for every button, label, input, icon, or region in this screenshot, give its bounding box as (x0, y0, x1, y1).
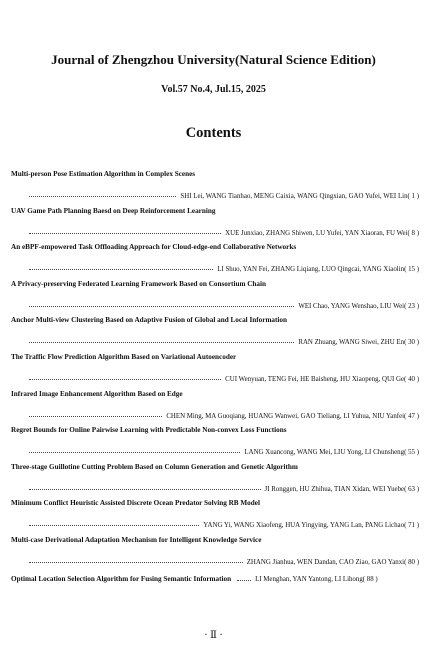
toc-entry[interactable] (11, 170, 419, 207)
toc-entry[interactable] (11, 280, 419, 317)
entry-title: An eBPF-empowered Task Offloading Approach for Cloud-edge-end Collaborative Networks (11, 243, 297, 252)
dot-leader (29, 415, 162, 417)
entry-title: Infrared Image Enhancement Algorithm Based on Edge (11, 389, 183, 398)
entry-authors: WEI Chao, YANG Wenshao, LIU Wei( 23 ) (298, 302, 419, 310)
toc-entry[interactable] (11, 353, 419, 390)
dot-leader (29, 195, 176, 197)
toc-entry[interactable] (11, 390, 419, 427)
entry-title: Regret Bounds for Online Pairwise Learning with Predictable Non-convex Loss Functions (11, 426, 287, 435)
toc-entry[interactable] (11, 316, 419, 353)
dot-leader (29, 268, 213, 270)
journal-title: Journal of Zhengzhou University(Natural Science Edition) (51, 52, 376, 67)
page-number: · Ⅱ · (204, 630, 223, 641)
entry-title: Optimal Location Selection Algorithm for Fusing Semantic Information (11, 574, 232, 583)
issue-line: Vol.57 No.4, Jul.15, 2025 (161, 84, 266, 95)
toc-entry[interactable] (11, 499, 419, 536)
toc-entry[interactable] (11, 243, 419, 280)
entry-title: A Privacy-preserving Federated Learning Framework Based on Consortium Chain (11, 279, 267, 288)
toc-entry[interactable] (11, 426, 419, 463)
dot-leader (29, 524, 199, 526)
entry-authors: RAN Zhuang, WANG Siwei, ZHU En( 30 ) (298, 339, 419, 347)
entry-authors: ZHANG Jianhua, WEN Dandan, CAO Ziao, GAO Yanxi( 80 ) (246, 558, 419, 566)
entry-title: Minimum Conflict Heuristic Assisted Discrete Ocean Predator Solving RB Model (11, 499, 260, 508)
dot-leader (29, 561, 243, 563)
entry-authors: LI Shuo, YAN Fei, ZHANG Liqiang, LUO Qingcai, YANG Xiaolin( 15 ) (217, 266, 419, 274)
entry-authors: XUE Junxiao, ZHANG Shiwen, LU Yufei, YAN Xiaoran, FU Wei( 8 ) (225, 229, 419, 237)
entry-authors: LANG Xuancong, WANG Mei, LIU Yong, LI Chunsheng( 55 ) (244, 449, 419, 457)
entry-authors: LI Menghan, YAN Yantong, LI Lihong( 88 ) (255, 575, 378, 583)
entry-authors: CUI Wenyuan, TENG Fei, HE Baisheng, HU Xiaopeng, QUI Ge( 40 ) (225, 375, 419, 383)
toc-entry[interactable] (11, 463, 419, 500)
dot-leader (237, 579, 251, 581)
toc-entry[interactable] (11, 207, 419, 244)
toc-entry[interactable] (11, 536, 419, 573)
dot-leader (29, 305, 294, 307)
toc-entry-last[interactable] (11, 573, 419, 610)
dot-leader (29, 232, 221, 234)
entry-title: The Traffic Flow Prediction Algorithm Based on Variational Autoencoder (11, 352, 237, 361)
table-of-contents (11, 170, 419, 609)
entry-title: Anchor Multi-view Clustering Based on Adaptive Fusion of Global and Local Information (11, 316, 288, 325)
entry-title: Three-stage Guillotine Cutting Problem Based on Column Generation and Genetic Algorithm (11, 462, 298, 471)
dot-leader (29, 378, 221, 380)
dot-leader (29, 488, 261, 490)
entry-title: Multi-case Derivational Adaptation Mechanism for Intelligent Knowledge Service (11, 535, 262, 544)
contents-heading: Contents (185, 125, 242, 141)
entry-authors: SHI Lei, WANG Tianhao, MENG Caixia, WANG Qingxian, GAO Yufei, WEI Lin( 1 ) (180, 193, 419, 200)
entry-title: UAV Game Path Planning Baesd on Deep Reinforcement Learning (11, 206, 216, 215)
dot-leader (29, 451, 240, 453)
entry-authors: CHEN Ming, MA Guoqiang, HUANG Wanwei, GAO Tieliang, LI Yuhua, NIU Yanfei( 47 ) (166, 412, 419, 420)
entry-authors: YANG Yi, WANG Xiaofeng, HUA Yingying, YANG Lan, PANG Lichao( 71 ) (203, 522, 419, 530)
entry-authors: JI Ronggen, HU Zhihua, TIAN Xidan, WEI Yuebe( 63 ) (264, 485, 419, 493)
entry-title: Multi-person Pose Estimation Algorithm in Complex Scenes (11, 170, 196, 178)
dot-leader (29, 341, 294, 343)
